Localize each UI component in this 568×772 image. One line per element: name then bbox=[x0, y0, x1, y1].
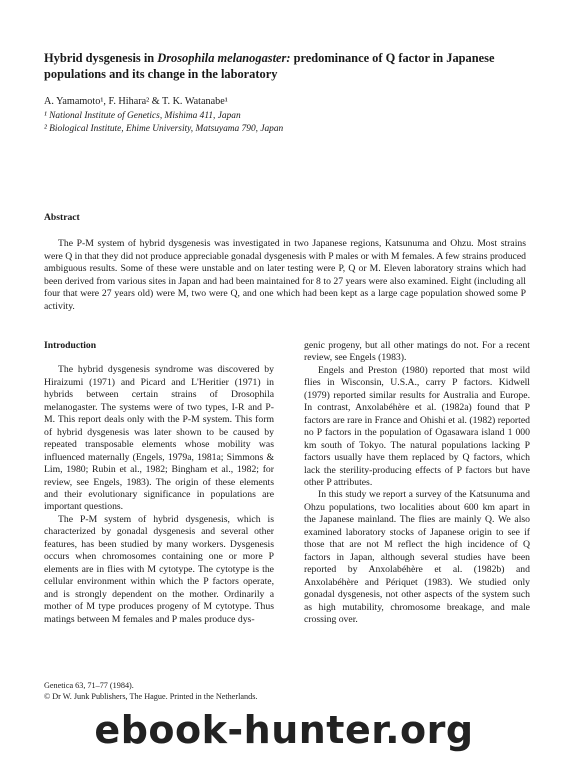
journal-citation: Genetica 63, 71–77 (1984). bbox=[44, 681, 134, 690]
affiliation-2: ² Biological Institute, Ehime University, Matsuyama 790, Japan bbox=[44, 124, 284, 134]
intro-paragraph: The hybrid dysgenesis syndrome was discovered by Hiraizumi (1971) and Picard and L'Heritier (1971) in hybrids between certain strains of Drosophila melanogaster. The systems were of two types, I-R and P-M. This report deals only with the P-M system. This form of hybrid dysgenesis was later shown to be caused by repeated transposable elements whose mobility was influenced maternally (Engels, 1979a, 1981a; Simmons & Lim, 1980; Rubin et al., 1982; Bingham et al., 1982; for review, see Engels, 1983). The origin of these elements and their evolutionary significance in populations are important questions. bbox=[44, 364, 274, 513]
intro-paragraph: The P-M system of hybrid dysgenesis, which is characterized by gonadal dysgenesis and several other features, has been studied by many workers. Dysgenesis occurs when chromosomes containing one or more P elements are in flies with M cytotype. The cytotype is the cellular environment within which the P factors operate, and is strongly dependent on the mother. Ordinarily a mother of M type produces progeny of M cytotype. Thus matings between M females and P males produce dys- bbox=[44, 513, 274, 625]
affiliation-1: ¹ National Institute of Genetics, Mishima 411, Japan bbox=[44, 111, 241, 121]
intro-paragraph: Engels and Preston (1980) reported that most wild flies in Wisconsin, U.S.A., carry P factors. Kidwell (1979) reported similar results for Australia and Europe. In contrast, Anxolabéhère et al. (1982a) found that P factors are rare in France and Ohishi et al. (1982) reported no P factors in the population of Ogasawara island 1 000 km south of Tokyo. The natural populations lacking P factors usually have them replaced by Q factors, which lack the sterility-producing effects of P factors but have other P attributes. bbox=[304, 364, 530, 488]
author-list: A. Yamamoto¹, F. Hihara² & T. K. Watanabe¹ bbox=[44, 96, 228, 107]
left-column bbox=[44, 340, 274, 626]
intro-paragraph: In this study we report a survey of the Katsunuma and Ohzu populations, two localities about 600 km apart in the Japanese mainland. The flies are mainly Q. We also examined laboratory stocks of Japanese origin to see if those that are not M reflect the high incidence of Q factors in Japan, although several studies have been reported by Anxolabéhère et al. (1982b) and Anxolabéhère and Périquet (1983). We studied only gonadal dysgenesis, not other aspects of the system such as high mutability, chromosome breakage, and male crossing over. bbox=[304, 489, 530, 625]
abstract-heading: Abstract bbox=[44, 212, 80, 223]
right-column bbox=[304, 340, 530, 626]
introduction-heading: Introduction bbox=[44, 340, 97, 351]
publication-footer bbox=[44, 680, 257, 702]
title-part2: predominance of Q factor in Japanese populations and its change in the laboratory bbox=[44, 51, 495, 81]
title-part1: Hybrid dysgenesis in bbox=[44, 51, 158, 65]
abstract-text: The P-M system of hybrid dysgenesis was investigated in two Japanese regions, Katsunuma and Ohzu. Most strains were Q in that they did not produce appreciable gonadal dysgenesis with P males or with M females. A few strains produced ambiguous results. Some of these were unstable and on later testing were P, Q or M. Eleven laboratory strains which had been derived from various sites in Japan and had been maintained for 8 to 27 years were also examined. Eight (including all four that were 27 years old) were M, two were Q, and one which had been kept as a large cage population showed some P activity. bbox=[44, 238, 526, 312]
intro-paragraph: genic progeny, but all other matings do not. For a recent review, see Engels (1983). bbox=[304, 340, 530, 364]
copyright-line: © Dr W. Junk Publishers, The Hague. Printed in the Netherlands. bbox=[44, 692, 258, 701]
site-watermark: ebook-hunter.org bbox=[94, 708, 474, 752]
title-species: Drosophila melanogaster: bbox=[157, 51, 291, 65]
paper-title bbox=[44, 50, 534, 82]
